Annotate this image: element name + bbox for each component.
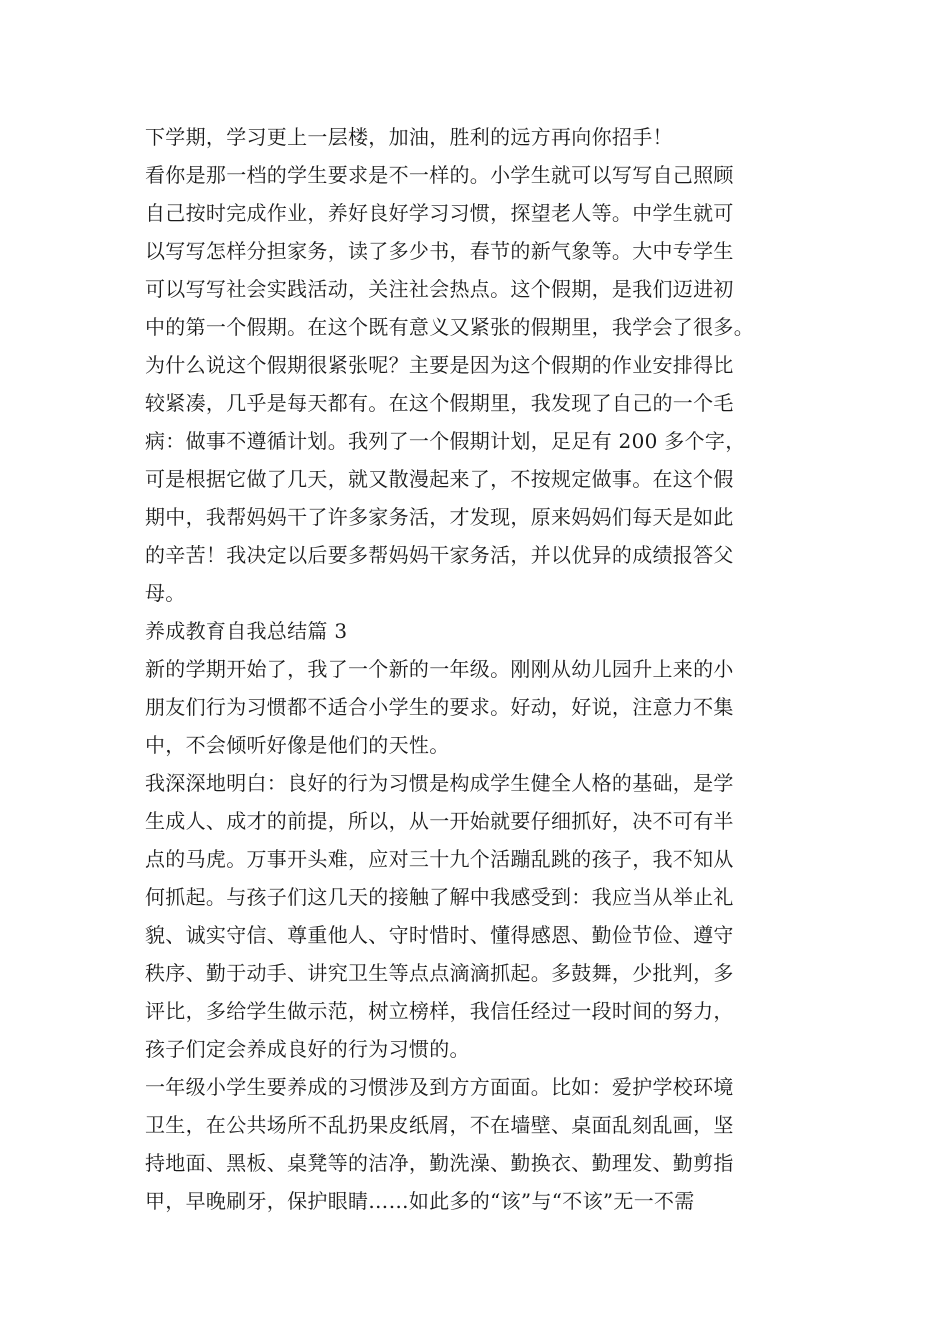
text-line: 貌、诚实守信、尊重他人、守时惜时、懂得感恩、勤俭节俭、遵守 bbox=[145, 923, 734, 947]
text-line: 何抓起。与孩子们这几天的接触了解中我感受到：我应当从举止礼 bbox=[145, 885, 734, 909]
text-line: 新的学期开始了，我了一个新的一年级。刚刚从幼儿园升上来的小 bbox=[145, 657, 734, 681]
text-line: 评比，多给学生做示范，树立榜样，我信任经过一段时间的努力， bbox=[145, 999, 734, 1023]
text-line: 的辛苦！我决定以后要多帮妈妈干家务活，并以优异的成绩报答父 bbox=[145, 543, 734, 567]
text-line: 期中，我帮妈妈干了许多家务活，才发现，原来妈妈们每天是如此 bbox=[145, 505, 734, 529]
text-line: 母。 bbox=[145, 581, 186, 605]
text-line: 持地面、黑板、桌凳等的洁净，勤洗澡、勤换衣、勤理发、勤剪指 bbox=[145, 1151, 734, 1175]
text-line: 下学期，学习更上一层楼，加油，胜利的远方再向你招手！ bbox=[145, 125, 673, 149]
text-line: 中的第一个假期。在这个既有意义又紧张的假期里，我学会了很多。 bbox=[145, 315, 754, 339]
text-line: 中，不会倾听好像是他们的天性。 bbox=[145, 733, 450, 757]
text-line: 看你是那一档的学生要求是不一样的。小学生就可以写写自己照顾 bbox=[145, 163, 734, 187]
text-line: 为什么说这个假期很紧张呢？主要是因为这个假期的作业安排得比 bbox=[145, 353, 734, 377]
document-body bbox=[145, 118, 825, 1220]
text-line: 孩子们定会养成良好的行为习惯的。 bbox=[145, 1037, 470, 1061]
text-line: 朋友们行为习惯都不适合小学生的要求。好动，好说，注意力不集 bbox=[145, 695, 734, 719]
text-line: 一年级小学生要养成的习惯涉及到方方面面。比如：爱护学校环境 bbox=[145, 1075, 734, 1099]
section-heading: 养成教育自我总结篇 3 bbox=[145, 619, 348, 643]
text-line: 较紧凑，几乎是每天都有。在这个假期里，我发现了自己的一个毛 bbox=[145, 391, 734, 415]
text-line: 卫生，在公共场所不乱扔果皮纸屑，不在墙壁、桌面乱刻乱画，坚 bbox=[145, 1113, 734, 1137]
text-line: 我深深地明白：良好的行为习惯是构成学生健全人格的基础，是学 bbox=[145, 771, 734, 795]
text-line: 秩序、勤于动手、讲究卫生等点点滴滴抓起。多鼓舞，少批判，多 bbox=[145, 961, 734, 985]
text-line: 以写写怎样分担家务，读了多少书，春节的新气象等。大中专学生 bbox=[145, 239, 734, 263]
text-line: 病：做事不遵循计划。我列了一个假期计划，足足有 200 多个字， bbox=[145, 429, 746, 453]
text-line: 可以写写社会实践活动，关注社会热点。这个假期，是我们迈进初 bbox=[145, 277, 734, 301]
text-line: 甲，早晚刷牙，保护眼睛……如此多的“该”与“不该”无一不需 bbox=[145, 1189, 695, 1213]
text-line: 可是根据它做了几天，就又散漫起来了，不按规定做事。在这个假 bbox=[145, 467, 734, 491]
text-line: 自己按时完成作业，养好良好学习习惯，探望老人等。中学生就可 bbox=[145, 201, 734, 225]
text-line: 生成人、成才的前提，所以，从一开始就要仔细抓好，决不可有半 bbox=[145, 809, 734, 833]
text-line: 点的马虎。万事开头难，应对三十九个活蹦乱跳的孩子，我不知从 bbox=[145, 847, 734, 871]
